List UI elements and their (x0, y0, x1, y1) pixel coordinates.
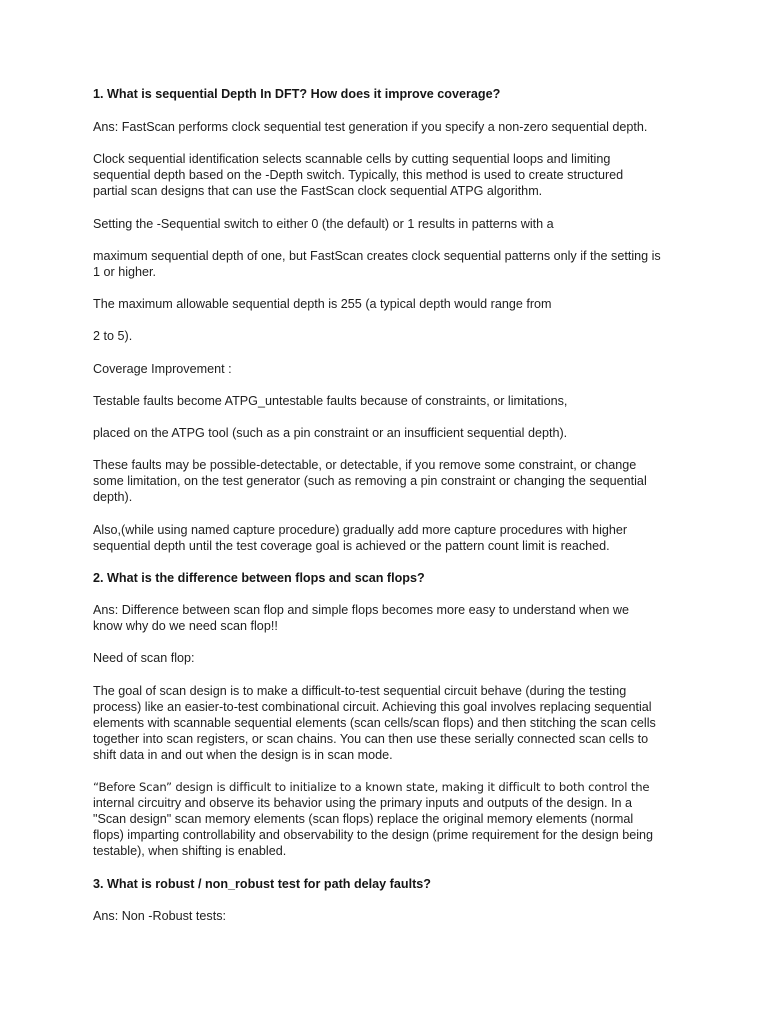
paragraph-line: flops) imparting controllability and observability to the design (prime requirement for the design being (93, 828, 654, 842)
paragraph-line: 2 to 5). (93, 329, 133, 343)
answer-2-intro: Ans: Difference between scan flop and simple flops becomes more easy to understand when we (93, 603, 630, 617)
paragraph-line: sequential depth based on the -Depth switch. Typically, this method is used to create structured (93, 168, 624, 182)
paragraph-line: elements with scannable sequential elements (scan cells/scan flops) and then stitching the scan cells (93, 716, 656, 730)
paragraph-line: together into scan registers, or scan chains. You can then use these serially connected scan cells to (93, 732, 649, 746)
subheading-need-of-scan-flop: Need of scan flop: (93, 651, 195, 665)
paragraph-line: Setting the -Sequential switch to either 0 (the default) or 1 results in patterns with a (93, 217, 554, 231)
question-2-heading: 2. What is the difference between flops and scan flops? (93, 571, 425, 585)
paragraph-line: “Before Scan” design is difficult to initialize to a known state, making it difficult to both control the (93, 780, 650, 794)
paragraph-line: These faults may be possible-detectable, or detectable, if you remove some constraint, or change (93, 458, 637, 472)
paragraph-line: sequential depth until the test coverage goal is achieved or the pattern count limit is reached. (93, 539, 610, 553)
paragraph-line: shift data in and out when the design is in scan mode. (93, 748, 393, 762)
paragraph-line: Clock sequential identification selects scannable cells by cutting sequential loops and limiting (93, 152, 611, 166)
paragraph-line: placed on the ATPG tool (such as a pin constraint or an insufficient sequential depth). (93, 426, 568, 440)
subheading-coverage-improvement: Coverage Improvement : (93, 362, 232, 376)
paragraph-line: maximum sequential depth of one, but FastScan creates clock sequential patterns only if the setting is (93, 249, 661, 263)
question-3-heading: 3. What is robust / non_robust test for path delay faults? (93, 877, 431, 891)
answer-3-intro: Ans: Non -Robust tests: (93, 909, 226, 923)
paragraph-line: partial scan designs that can use the FastScan clock sequential ATPG algorithm. (93, 184, 543, 198)
paragraph-line: The maximum allowable sequential depth is 255 (a typical depth would range from (93, 297, 552, 311)
paragraph-line: Testable faults become ATPG_untestable faults because of constraints, or limitations, (93, 394, 568, 408)
question-1-heading: 1. What is sequential Depth In DFT? How does it improve coverage? (93, 87, 501, 101)
paragraph-line: testable), when shifting is enabled. (93, 844, 287, 858)
paragraph-line: depth). (93, 490, 133, 504)
paragraph-line: "Scan design" scan memory elements (scan flops) replace the original memory elements (normal (93, 812, 634, 826)
paragraph-line: some limitation, on the test generator (such as removing a pin constraint or changing the sequential (93, 474, 647, 488)
paragraph-line: process) like an easier-to-test combinational circuit. Achieving this goal involves replacing sequential (93, 700, 652, 714)
paragraph-line: Also,(while using named capture procedure) gradually add more capture procedures with higher (93, 523, 628, 537)
answer-2-intro: know why do we need scan flop!! (93, 619, 278, 633)
paragraph-line: 1 or higher. (93, 265, 157, 279)
answer-1-intro: Ans: FastScan performs clock sequential test generation if you specify a non-zero sequential depth. (93, 120, 648, 134)
paragraph-line: internal circuitry and observe its behavior using the primary inputs and outputs of the design. In a (93, 796, 633, 810)
paragraph-line: The goal of scan design is to make a difficult-to-test sequential circuit behave (during the testing (93, 684, 627, 698)
